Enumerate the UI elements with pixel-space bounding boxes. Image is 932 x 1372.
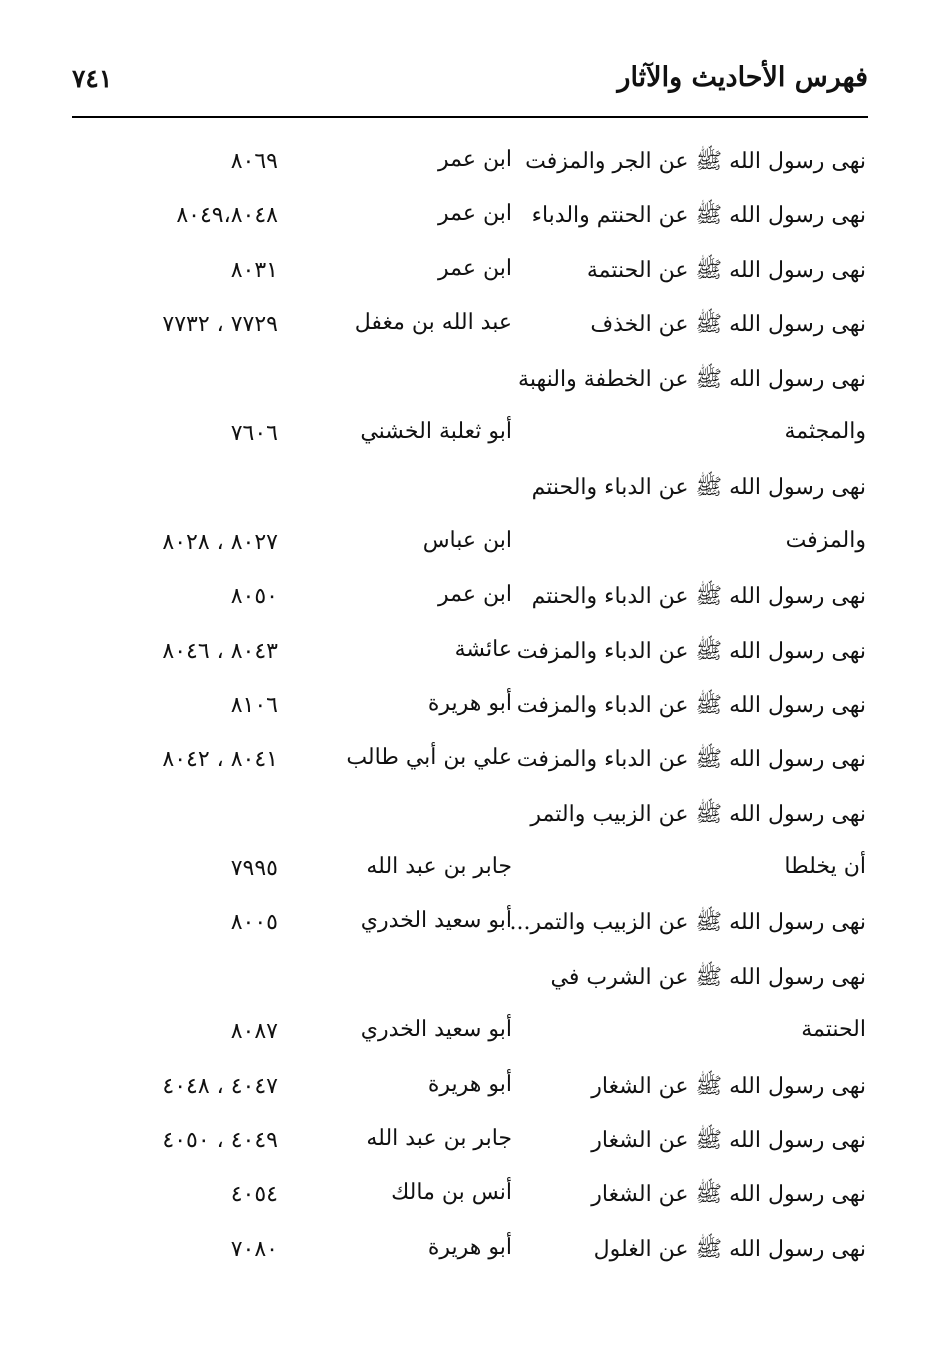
index-row — [0, 1172, 932, 1226]
index-row — [0, 1227, 932, 1281]
index-row — [0, 193, 932, 247]
hadith-numbers: ٨١٠٦ — [230, 692, 278, 718]
index-row — [0, 683, 932, 737]
hadith-numbers: ٤٠٤٩ ، ٤٠٥٠ — [162, 1128, 278, 1154]
index-row — [0, 629, 932, 683]
hadith-text: نهى رسول الله ﷺ عن الشرب في — [550, 964, 866, 990]
index-row — [0, 1118, 932, 1172]
hadith-text: نهى رسول الله ﷺ عن الجر والمزفت — [525, 149, 866, 174]
narrator-name: جابر بن عبد الله — [366, 1126, 512, 1152]
hadith-numbers: ٧٦٠٦ — [230, 420, 278, 446]
hadith-text: نهى رسول الله ﷺ عن الدباء والمزفت — [516, 747, 866, 773]
hadith-text: نهى رسول الله ﷺ عن الزبيب والتمر... — [509, 910, 866, 936]
narrator-name: عائشة — [454, 636, 512, 662]
narrator-name: ابن عمر — [438, 255, 512, 281]
hadith-text: نهى رسول الله ﷺ عن الشغار — [591, 1182, 866, 1208]
index-row — [0, 955, 932, 1009]
index-row — [0, 411, 932, 465]
index-row — [0, 302, 932, 356]
index-row — [0, 737, 932, 791]
hadith-text: نهى رسول الله ﷺ عن الزبيب والتمر — [530, 801, 866, 827]
hadith-numbers: ٨٠٣١ — [230, 257, 278, 283]
index-row — [0, 139, 932, 193]
hadith-numbers: ٨٠٤٩،٨٠٤٨ — [176, 203, 278, 229]
hadith-text: أن يخلطا — [784, 854, 866, 880]
narrator-name: ابن عمر — [438, 201, 512, 227]
hadith-numbers: ٨٠٥٠ — [230, 584, 278, 610]
index-row — [0, 1009, 932, 1063]
hadith-text: نهى رسول الله ﷺ عن الحنتمة — [586, 257, 866, 283]
hadith-text: نهى رسول الله ﷺ عن الدباء والحنتم — [531, 584, 866, 610]
index-row — [0, 846, 932, 900]
index-table — [0, 139, 932, 1281]
narrator-name: ابن عباس — [422, 527, 512, 553]
narrator-name: أبو ثعلبة الخشني — [360, 418, 512, 444]
page-number: ٧٤١ — [72, 64, 113, 93]
hadith-text: نهى رسول الله ﷺ عن الشغار — [591, 1128, 866, 1154]
hadith-text: نهى رسول الله ﷺ عن الدباء والحنتم — [531, 475, 866, 501]
hadith-text: الحنتمة — [801, 1017, 866, 1043]
index-row — [0, 792, 932, 846]
hadith-numbers: ٧٩٩٥ — [230, 856, 278, 882]
hadith-text: نهى رسول الله ﷺ عن الغلول — [593, 1236, 866, 1262]
hadith-text: نهى رسول الله ﷺ عن الدباء والمزفت — [516, 692, 866, 718]
narrator-name: ابن عمر — [438, 582, 512, 608]
narrator-name: أنس بن مالك — [391, 1180, 512, 1206]
hadith-text: نهى رسول الله ﷺ عن الخطفة والنهبة — [518, 366, 866, 392]
page-title: فهرس الأحاديث والآثار — [617, 62, 868, 93]
hadith-text: نهى رسول الله ﷺ عن الدباء والمزفت — [516, 638, 866, 664]
index-row — [0, 900, 932, 954]
hadith-text: نهى رسول الله ﷺ عن الخذف — [590, 312, 866, 338]
hadith-numbers: ٨٠٦٩ — [230, 149, 278, 174]
hadith-text: نهى رسول الله ﷺ عن الشغار — [591, 1073, 866, 1099]
narrator-name: أبو سعيد الخدري — [360, 1017, 512, 1043]
narrator-name: أبو هريرة — [427, 1071, 512, 1097]
hadith-numbers: ٨٠٨٧ — [230, 1019, 278, 1045]
hadith-numbers: ٧٠٨٠ — [230, 1236, 278, 1262]
hadith-numbers: ٤٠٤٧ ، ٤٠٤٨ — [162, 1073, 278, 1099]
hadith-text: والمجثمة — [784, 418, 866, 444]
hadith-numbers: ٨٠٢٧ ، ٨٠٢٨ — [162, 529, 278, 555]
narrator-name: ابن عمر — [438, 147, 512, 172]
narrator-name: أبو سعيد الخدري — [360, 908, 512, 934]
hadith-text: والمزفت — [785, 527, 866, 553]
index-row — [0, 465, 932, 519]
narrator-name: أبو هريرة — [427, 690, 512, 716]
index-row — [0, 574, 932, 628]
index-row — [0, 357, 932, 411]
hadith-numbers: ٤٠٥٤ — [230, 1182, 278, 1208]
header-divider — [72, 116, 868, 118]
hadith-numbers: ٧٧٢٩ ، ٧٧٣٢ — [162, 312, 278, 338]
hadith-numbers: ٨٠٤١ ، ٨٠٤٢ — [162, 747, 278, 773]
page-header — [72, 62, 868, 106]
narrator-name: علي بن أبي طالب — [346, 745, 512, 771]
index-row — [0, 248, 932, 302]
narrator-name: أبو هريرة — [427, 1234, 512, 1260]
hadith-text: نهى رسول الله ﷺ عن الحنتم والدباء — [531, 203, 866, 229]
hadith-numbers: ٨٠٠٥ — [230, 910, 278, 936]
index-row — [0, 1064, 932, 1118]
narrator-name: عبد الله بن مغفل — [354, 310, 512, 336]
index-row — [0, 520, 932, 574]
narrator-name: جابر بن عبد الله — [366, 854, 512, 880]
hadith-numbers: ٨٠٤٣ ، ٨٠٤٦ — [162, 638, 278, 664]
